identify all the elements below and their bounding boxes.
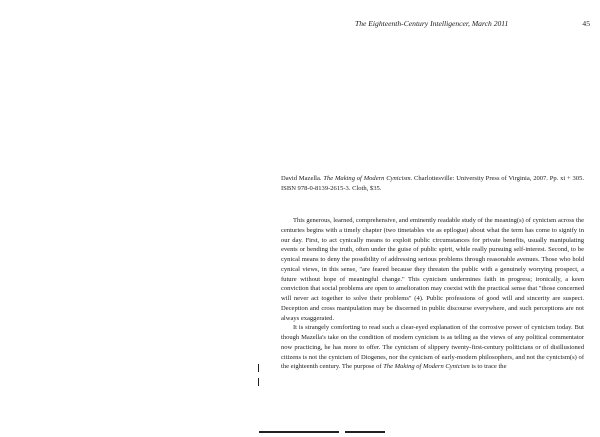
margin-mark (258, 364, 259, 372)
margin-mark (258, 378, 259, 386)
running-header (355, 19, 590, 31)
citation-details: Charlottesville: University Press of Virginia, 2007. Pp. xi + 305. ISBN 978-0-8139-2615-3. Cloth, $35. (281, 175, 584, 192)
paragraph-2-text-end: is to trace the (471, 363, 507, 371)
footer-rule (345, 431, 385, 433)
paragraph-2-book-title: The Making of Modern Cynicism (383, 363, 470, 371)
citation-author: David Mazella. (281, 175, 322, 182)
journal-title: The Eighteenth-Century Intelligencer, March 2011 (355, 19, 509, 28)
review-paragraph-2 (281, 323, 584, 372)
book-citation (281, 174, 584, 194)
review-body (281, 216, 584, 372)
review-paragraph-1: This generous, learned, comprehensive, and eminently readable study of the meaning(s) of cynicism across the centuries begins with a timely chapter (two timetables vie as epilogue) about what the term has come to signify in our day. First, to act cynically means to exploit public circumstances for private benefits, usually manipulating events or bending the truth, often under the guise of public spirit, while really pursuing self-interest. Second, to be cynical means to deny the possibility of addressing serious problems through reasonable avenues. Those who hold cynical views, in this sense, "are feared because they threaten the public with a genuinely worrying prospect, a future without hope of meaningful change." This cynicism undermines faith in progress; ironically, a keen conviction that social problems are open to amelioration may coexist with the practical sense that "those concerned will never act together to solve their problems" (4). Public professions of good will and sincerity are suspect. Deception and cross manipulation may be discerned in public discourse everywhere, and such perceptions are not always exaggerated. (281, 217, 584, 322)
page-number: 45 (582, 19, 590, 28)
paragraph-2-text: It is strangely comforting to read such a clear-eyed explanation of the corrosive power of cynicism today. But though Mazella's take on the condition of modern cynicism is as telling as the views of any political commentator now practicing, he has more to offer. The cynicism of slippery twenty-first-century politicians or of disillusioned citizens is not the cynicism of Diogenes, nor the cynicism of early-modern philosophers, and not the cynicism(s) of the eighteenth century. The purpose of (281, 324, 584, 371)
footer-rule (259, 431, 339, 433)
citation-title: The Making of Modern Cynicism. (323, 175, 413, 182)
